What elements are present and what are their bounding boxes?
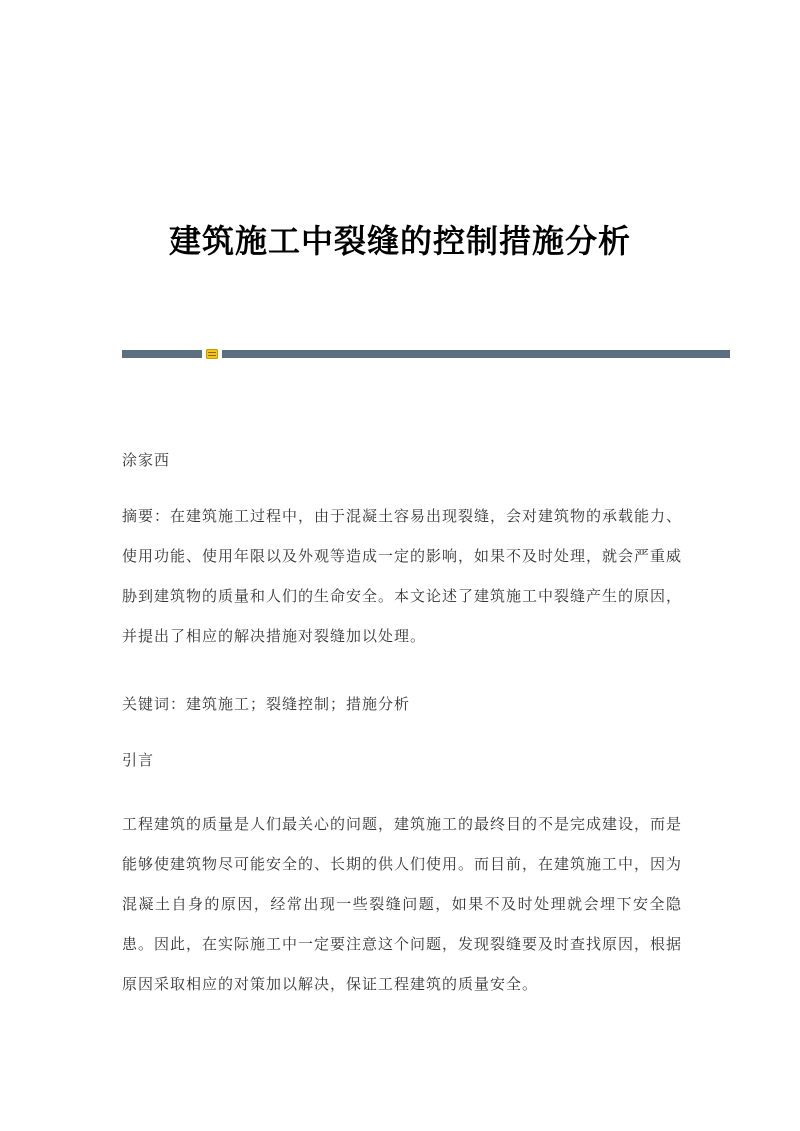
author-name: 涂家西	[122, 451, 171, 469]
intro-paragraph: 工程建筑的质量是人们最关心的问题，建筑施工的最终目的不是完成建设，而是能够使建筑物尽可能安全的、长期的供人们使用。而目前，在建筑施工中，因为混凝土自身的原因，经常出现一些裂缝问题，如果不及时处理就会埋下安全隐患。因此，在实际施工中一定要注意这个问题，发现裂缝要及时查找原因，根据原因采取相应的对策加以解决，保证工程建筑的质量安全。	[122, 815, 683, 993]
abstract-paragraph: 摘要：在建筑施工过程中，由于混凝土容易出现裂缝，会对建筑物的承载能力、使用功能、使用年限以及外观等造成一定的影响，如果不及时处理，就会严重威胁到建筑物的质量和人们的生命安全。本文论述了建筑施工中裂缝产生的原因，并提出了相应的解决措施对裂缝加以处理。	[122, 507, 683, 645]
title-divider	[122, 350, 730, 358]
book-icon	[206, 349, 218, 359]
keywords-line: 关键词：建筑施工；裂缝控制；措施分析	[122, 695, 411, 713]
divider-bar-left	[122, 350, 202, 358]
page-title: 建筑施工中裂缝的控制措施分析	[168, 222, 631, 261]
divider-bar-right	[222, 350, 730, 358]
intro-heading: 引言	[122, 751, 155, 769]
